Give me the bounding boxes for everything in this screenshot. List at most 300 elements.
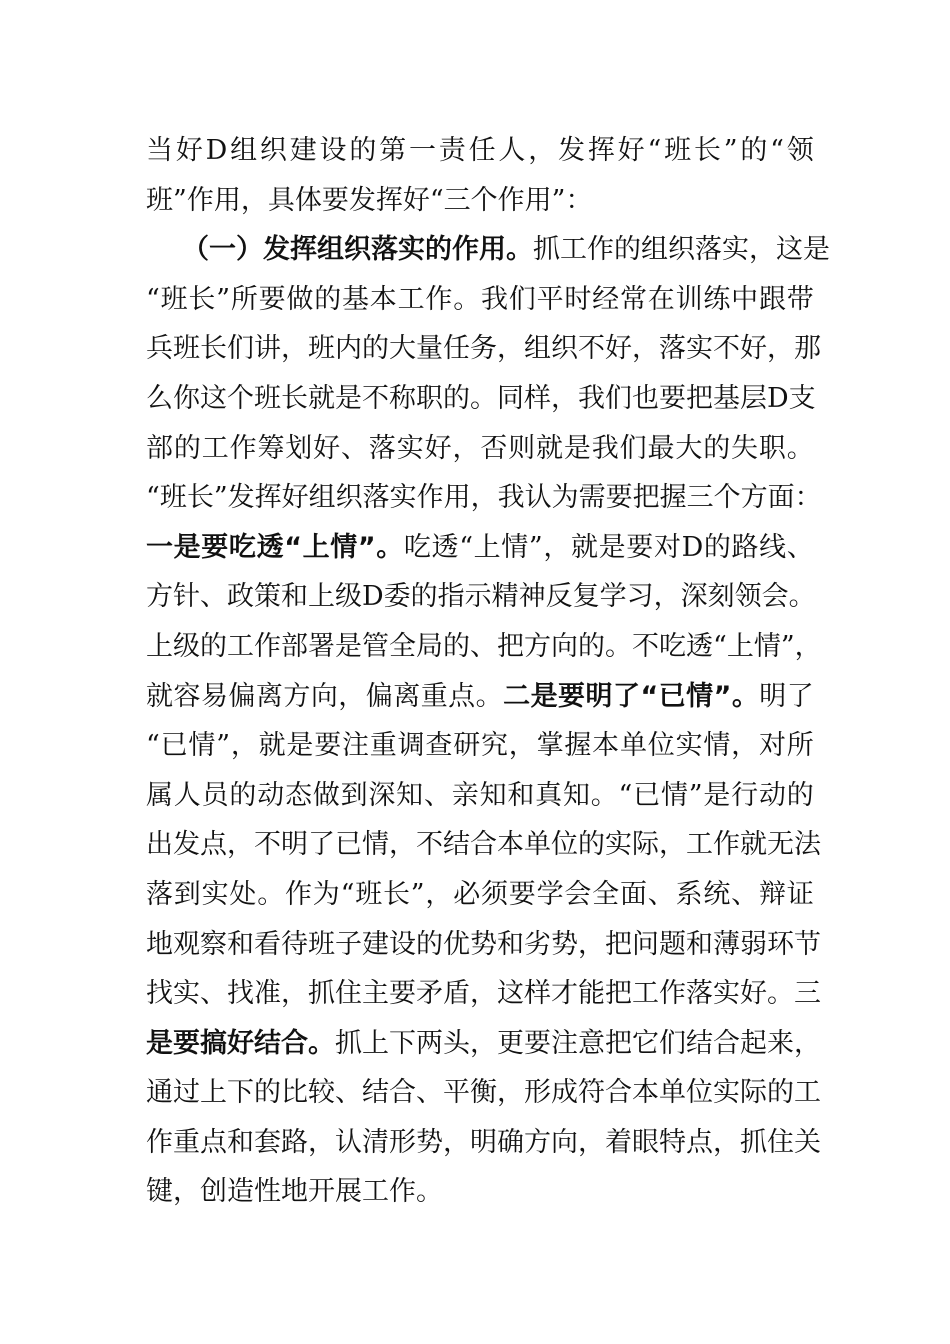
body-text: 人	[173, 779, 201, 811]
body-text: 已	[160, 730, 188, 762]
body-text: 的	[173, 432, 201, 464]
body-text: 和	[227, 1126, 254, 1158]
body-text: 级	[335, 581, 362, 613]
body-text: 。	[475, 680, 503, 712]
body-text: 班	[160, 283, 188, 315]
bold-text: 用	[479, 234, 506, 266]
bold-text: ”	[357, 531, 376, 563]
body-text: 做	[286, 283, 314, 315]
body-text: 优	[443, 928, 470, 960]
body-text: 。	[605, 630, 632, 662]
body-text: 它	[632, 1027, 659, 1059]
body-text: 题	[659, 928, 686, 960]
body-text: ，	[470, 482, 498, 514]
body-text: ”	[410, 878, 425, 910]
body-text: 长	[382, 878, 410, 910]
body-text: 关	[794, 1126, 821, 1158]
body-text: 情	[362, 829, 389, 861]
body-text: 明	[759, 680, 787, 712]
body-text: 经	[592, 283, 620, 315]
body-text: 比	[281, 1077, 308, 1109]
body-text: 出	[146, 829, 173, 861]
body-text: 的	[703, 432, 731, 464]
body-text: 作	[229, 432, 257, 464]
body-text: 班	[146, 184, 173, 216]
body-text: ，	[543, 531, 571, 563]
body-text: 三	[686, 482, 714, 514]
body-text: 、	[341, 432, 369, 464]
body-text: “	[770, 135, 784, 166]
body-text: 合	[470, 829, 497, 861]
body-text: 好	[605, 333, 632, 365]
body-text: 班	[308, 333, 335, 365]
body-text: 落	[695, 234, 722, 266]
body-text: 作	[186, 184, 214, 216]
body-text: 这	[200, 382, 227, 414]
body-text: 政	[227, 581, 254, 613]
bold-text: 情	[686, 680, 714, 712]
body-text: 量	[416, 333, 443, 365]
body-text: 就	[308, 382, 335, 414]
body-text: 就	[740, 829, 767, 861]
body-text: 更	[497, 1027, 524, 1059]
body-text: 盾	[443, 978, 470, 1010]
body-text: 。	[416, 1176, 443, 1208]
body-text: 工	[397, 283, 425, 315]
body-text: 工	[686, 829, 713, 861]
body-text: 好	[313, 432, 341, 464]
body-text: 实	[389, 482, 417, 514]
bold-text: 吃	[228, 531, 256, 563]
body-text: 用	[443, 482, 471, 514]
body-text: 位	[686, 1077, 713, 1109]
body-text: 落	[146, 878, 173, 910]
body-text: 要	[258, 283, 286, 315]
body-text: 神	[518, 581, 546, 613]
body-text: 情	[501, 531, 529, 563]
body-text: 方	[283, 680, 311, 712]
bold-text: （	[182, 234, 209, 266]
body-text: 练	[703, 283, 731, 315]
body-text: 察	[200, 928, 227, 960]
body-text: 们	[508, 283, 536, 315]
body-text: 习	[626, 581, 654, 613]
body-text: 就	[258, 730, 286, 762]
text-line	[146, 820, 821, 870]
body-text: 用	[213, 184, 241, 216]
bold-text: 明	[585, 680, 613, 712]
body-text: 建	[362, 928, 389, 960]
body-text: 通	[146, 1077, 173, 1109]
body-text: 领	[734, 581, 762, 613]
body-text: 带	[786, 283, 814, 315]
body-text: ，	[173, 1176, 200, 1208]
text-line	[146, 176, 814, 226]
bold-text: “	[640, 680, 659, 712]
body-text: 好	[175, 135, 203, 166]
body-text: 内	[335, 333, 362, 365]
body-text: 向	[310, 680, 338, 712]
bold-text: 了	[612, 680, 640, 712]
bold-text: 。	[308, 1027, 335, 1059]
body-text: 班	[173, 333, 200, 365]
body-text: ，	[470, 1027, 497, 1059]
text-line	[146, 523, 814, 573]
body-text: ”	[688, 779, 703, 811]
body-text: 到	[173, 878, 201, 910]
body-text: “	[713, 630, 727, 662]
body-text: 那	[794, 333, 821, 365]
body-text: 找	[227, 978, 254, 1010]
body-text: 把	[605, 928, 632, 960]
body-text: 把	[605, 978, 632, 1010]
body-text: 把	[686, 382, 713, 414]
body-text: 人	[498, 135, 526, 166]
body-text: 。	[590, 779, 618, 811]
bold-text: 要	[201, 531, 229, 563]
body-text: 要	[626, 531, 654, 563]
body-text: 建	[289, 135, 317, 166]
body-text: 全	[592, 878, 620, 910]
body-text: 位	[647, 730, 675, 762]
body-text: 工	[794, 1077, 821, 1109]
body-text: 落	[368, 432, 396, 464]
body-text: 所	[786, 730, 814, 762]
body-text: “	[647, 135, 662, 166]
body-text: 发	[173, 829, 200, 861]
body-text: ，	[578, 1126, 605, 1158]
body-text: 你	[173, 382, 200, 414]
body-text: 展	[335, 1176, 362, 1208]
body-text: 、	[335, 1077, 362, 1109]
body-text: 就	[571, 531, 599, 563]
body-text: 上	[146, 630, 173, 662]
body-text: 挥	[254, 482, 282, 514]
body-text: 情	[703, 730, 731, 762]
body-text: 对	[758, 730, 786, 762]
body-text: 长	[188, 283, 216, 315]
body-text: 。	[767, 978, 794, 1010]
body-text: ，	[508, 730, 536, 762]
body-text: 是	[335, 630, 362, 662]
body-text: 时	[564, 283, 592, 315]
body-text: 实	[201, 878, 229, 910]
body-text: ，	[470, 978, 497, 1010]
body-text: 本	[369, 283, 397, 315]
body-text: 领	[786, 135, 814, 166]
body-text: 问	[632, 928, 659, 960]
body-text: 的	[349, 135, 377, 166]
body-text: 是	[335, 382, 362, 414]
body-text: 辩	[758, 878, 786, 910]
body-text: 的	[767, 1077, 794, 1109]
body-text: 三	[794, 978, 821, 1010]
body-text: 势	[470, 928, 497, 960]
body-text: 委	[383, 581, 411, 613]
body-text: 当	[146, 135, 173, 166]
body-text: 重	[420, 680, 448, 712]
text-line	[146, 1167, 814, 1217]
body-text: 我	[480, 283, 508, 315]
body-text: 工	[227, 630, 254, 662]
body-text: 了	[786, 680, 814, 712]
body-text: 法	[794, 829, 821, 861]
body-text: 子	[335, 928, 362, 960]
body-text: 样	[524, 382, 551, 414]
body-text: 清	[362, 1126, 389, 1158]
body-text: 反	[545, 581, 573, 613]
body-text: D	[205, 135, 228, 166]
body-text: 把	[497, 630, 524, 662]
body-text: 能	[578, 978, 605, 1010]
body-text: 透	[431, 531, 459, 563]
body-text: ，	[731, 730, 759, 762]
body-text: 抓	[308, 978, 335, 1010]
body-text: 系	[675, 878, 703, 910]
body-text: 实	[713, 978, 740, 1010]
body-text: 基	[713, 382, 740, 414]
body-text: 无	[767, 829, 794, 861]
body-text: 筹	[257, 432, 285, 464]
body-text: 作	[659, 978, 686, 1010]
bold-text: 作	[452, 234, 479, 266]
body-text: 吃	[659, 630, 686, 662]
body-text: 着	[605, 1126, 632, 1158]
body-text: 长	[186, 482, 214, 514]
body-text: ，	[452, 432, 480, 464]
body-text: “	[340, 878, 355, 910]
body-text: 易	[200, 680, 228, 712]
body-text: 造	[227, 1176, 254, 1208]
body-text: 行	[731, 779, 759, 811]
body-text: 我	[578, 382, 605, 414]
body-text: 刻	[707, 581, 735, 613]
body-text: 同	[497, 382, 524, 414]
body-text: 薄	[713, 928, 740, 960]
body-text: “	[429, 184, 444, 216]
body-text: 上	[362, 1027, 389, 1059]
body-text: 跟	[758, 283, 786, 315]
body-text: 挥	[375, 184, 403, 216]
body-text: 是	[703, 779, 731, 811]
bold-text: ）	[236, 234, 263, 266]
body-text: 性	[254, 1176, 281, 1208]
body-text: 研	[453, 730, 481, 762]
body-text: 作	[254, 630, 281, 662]
text-line	[146, 374, 814, 424]
body-text: 方	[524, 1126, 551, 1158]
text-line	[146, 275, 814, 325]
body-text: 们	[659, 1027, 686, 1059]
body-text: 重	[173, 1126, 200, 1158]
body-text: ，	[281, 333, 308, 365]
body-text: ：	[565, 184, 593, 216]
body-text: 处	[229, 878, 257, 910]
body-text: 落	[686, 978, 713, 1010]
body-text: 统	[703, 878, 731, 910]
body-text: 中	[731, 283, 759, 315]
body-text: ，	[240, 184, 268, 216]
bold-text: 一	[146, 531, 173, 563]
body-text: 查	[425, 730, 453, 762]
body-text: 键	[146, 1176, 173, 1208]
body-text: 住	[335, 978, 362, 1010]
body-text: 实	[605, 829, 632, 861]
body-text: 合	[605, 1077, 632, 1109]
body-text: 结	[686, 1027, 713, 1059]
body-text: 作	[284, 878, 312, 910]
body-text: 用	[524, 184, 552, 216]
body-text: 抓	[740, 1126, 767, 1158]
body-text: 训	[675, 283, 703, 315]
body-text: 作	[416, 482, 444, 514]
body-text: 偏	[228, 680, 256, 712]
body-text: 的	[740, 135, 768, 166]
body-text: 合	[713, 1027, 740, 1059]
body-text: 在	[647, 283, 675, 315]
body-text: 态	[284, 779, 312, 811]
body-text: 和	[227, 928, 254, 960]
text-line	[146, 424, 814, 474]
body-text: 、	[416, 1077, 443, 1109]
body-text: 指	[437, 581, 465, 613]
body-text: 面	[619, 878, 647, 910]
body-text: 深	[368, 779, 396, 811]
body-text: 作	[497, 184, 525, 216]
body-text: ，	[767, 333, 794, 365]
body-text: 员	[201, 779, 229, 811]
body-text: 不	[362, 382, 389, 414]
body-text: 务	[470, 333, 497, 365]
body-text: 会	[564, 878, 592, 910]
body-text: 本	[497, 829, 524, 861]
body-text: 也	[632, 382, 659, 414]
body-text: 际	[632, 829, 659, 861]
body-text: 起	[740, 1027, 767, 1059]
body-text: ，	[794, 630, 822, 662]
body-text: 这	[497, 978, 524, 1010]
body-text: 结	[443, 829, 470, 861]
body-text: 全	[389, 630, 416, 662]
body-text: 则	[508, 432, 536, 464]
text-line	[146, 1118, 821, 1168]
bold-text: 已	[658, 680, 686, 712]
body-text: ”	[528, 531, 543, 563]
body-text: 把	[632, 482, 660, 514]
body-text: 特	[659, 1126, 686, 1158]
bold-text: 挥	[290, 234, 317, 266]
body-text: 位	[551, 829, 578, 861]
body-text: 本	[592, 730, 620, 762]
body-text: ，	[389, 829, 416, 861]
body-text: 长	[693, 135, 721, 166]
body-text: 向	[551, 630, 578, 662]
body-text: 单	[524, 829, 551, 861]
text-line	[146, 1019, 821, 1069]
body-text: 环	[767, 928, 794, 960]
body-text: 深	[680, 581, 708, 613]
body-text: 实	[722, 234, 749, 266]
body-text: ，	[528, 135, 556, 166]
bold-text: “	[284, 531, 302, 563]
body-text: 工	[201, 432, 229, 464]
body-text: 把	[605, 1027, 632, 1059]
bold-text: 透	[256, 531, 284, 563]
body-text: 要	[508, 878, 536, 910]
body-text: ”	[216, 730, 231, 762]
body-text: 结	[362, 1077, 389, 1109]
body-text: 形	[389, 1126, 416, 1158]
body-text: 属	[146, 779, 173, 811]
body-text: 注	[551, 1027, 578, 1059]
body-text: 个	[713, 482, 741, 514]
body-text: 情	[188, 730, 216, 762]
body-text: 发	[348, 184, 376, 216]
bold-text: 织	[344, 234, 371, 266]
body-text: 设	[319, 135, 347, 166]
text-line	[146, 622, 822, 672]
body-text: 较	[308, 1077, 335, 1109]
body-text: 认	[524, 482, 552, 514]
body-text: 级	[173, 630, 200, 662]
body-text: 动	[257, 779, 285, 811]
body-text: 符	[578, 1077, 605, 1109]
text-line	[146, 771, 814, 821]
body-text: ”	[723, 135, 738, 166]
body-text: ，	[230, 730, 258, 762]
body-text: 真	[535, 779, 563, 811]
text-line	[146, 473, 822, 523]
body-text: 局	[416, 630, 443, 662]
body-text: 情	[660, 779, 688, 811]
body-text: 职	[758, 432, 786, 464]
body-text: 基	[342, 283, 369, 315]
body-text: 本	[632, 1077, 659, 1109]
body-text: 亲	[451, 779, 479, 811]
body-text: 、	[423, 779, 451, 811]
body-text: 称	[389, 382, 416, 414]
body-text: 不	[578, 333, 605, 365]
body-text: 知	[479, 779, 507, 811]
body-text: 好	[424, 432, 452, 464]
body-text: 发	[227, 482, 255, 514]
body-text: 合	[389, 1077, 416, 1109]
body-text: 实	[686, 333, 713, 365]
body-text: 大	[675, 432, 703, 464]
body-text: 知	[396, 779, 424, 811]
body-text: 来	[767, 1027, 794, 1059]
body-text: 班	[664, 135, 692, 166]
body-text: 调	[397, 730, 425, 762]
body-text: 的	[200, 630, 227, 662]
body-text: “	[146, 482, 160, 514]
body-text: 复	[572, 581, 600, 613]
body-text: 发	[558, 135, 586, 166]
body-text: 不	[713, 333, 740, 365]
body-text: 。	[788, 581, 816, 613]
body-text: 么	[146, 382, 173, 414]
body-text: 方	[524, 630, 551, 662]
body-text: 任	[443, 333, 470, 365]
body-text: 样	[524, 978, 551, 1010]
body-text: 策	[254, 581, 281, 613]
body-text: 和	[507, 779, 535, 811]
body-text: 作	[389, 1176, 416, 1208]
body-text: 署	[308, 630, 335, 662]
body-text: 大	[389, 333, 416, 365]
body-text: 上	[473, 531, 501, 563]
body-text: ，	[749, 234, 776, 266]
